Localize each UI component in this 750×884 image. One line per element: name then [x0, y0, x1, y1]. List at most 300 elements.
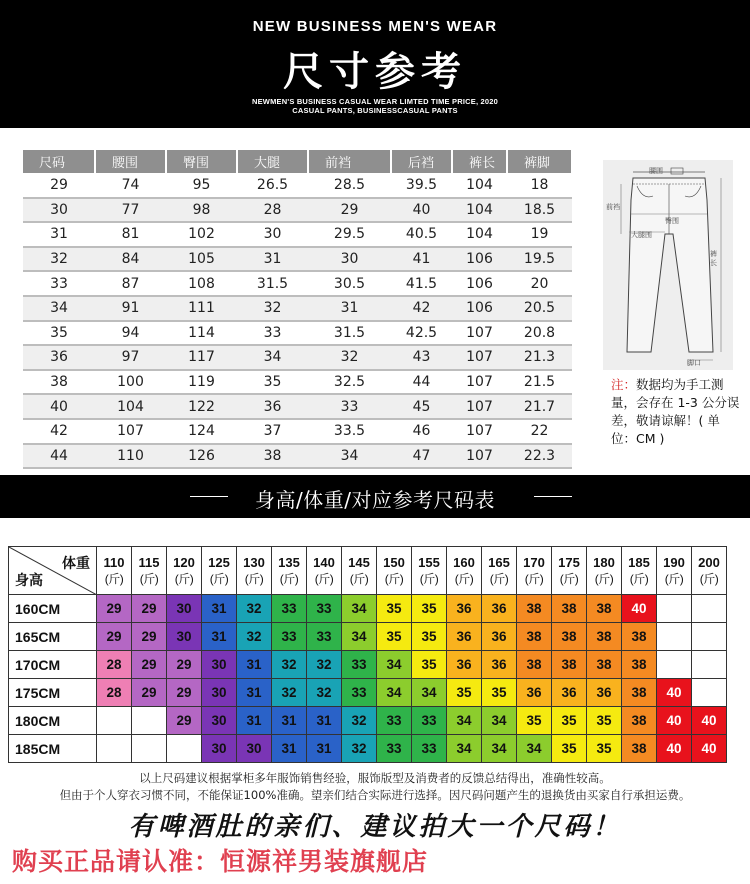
size-cell: 30 [167, 595, 202, 623]
size-cell: 40 [657, 707, 692, 735]
weight-unit: (斤) [629, 571, 649, 586]
table-cell: 36 [237, 394, 308, 419]
weight-header [97, 547, 132, 595]
table-cell: 107 [452, 370, 507, 395]
weight-unit: (斤) [454, 571, 474, 586]
size-cell: 35 [552, 735, 587, 763]
table-row [23, 370, 572, 395]
shop-notice: 购买正品请认准：恒源祥男装旗舰店 [12, 847, 429, 876]
grid-row [9, 679, 727, 707]
weight-unit: (斤) [174, 571, 194, 586]
disclaimer-line-2: 但由于个人穿衣习惯不同，不能保证100%准确。望亲们结合实际进行选择。因尺码问题产生的退换货由买家自行承担运费。 [59, 788, 691, 802]
size-cell: 38 [622, 623, 657, 651]
size-cell [132, 707, 167, 735]
table-cell: 106 [452, 271, 507, 296]
table-cell: 111 [166, 296, 237, 321]
grid-row [9, 651, 727, 679]
pants-measurement-diagram [603, 160, 733, 370]
table-row [23, 247, 572, 272]
table-cell: 107 [95, 419, 166, 444]
size-cell [97, 707, 132, 735]
header-subtitle-2: CASUAL PANTS, BUSINESSCASUAL PANTS [292, 106, 458, 115]
diagram-label-hem: 脚口 [687, 359, 701, 367]
size-cell: 29 [132, 679, 167, 707]
weight-unit: (斤) [699, 571, 719, 586]
size-cell: 29 [97, 595, 132, 623]
size-cell: 31 [237, 679, 272, 707]
weight-value: 110 [103, 554, 125, 570]
table-cell: 104 [452, 222, 507, 247]
table-cell: 97 [95, 345, 166, 370]
header-banner [0, 0, 750, 128]
table-cell: 122 [166, 394, 237, 419]
size-cell: 29 [132, 651, 167, 679]
size-cell [657, 595, 692, 623]
table-cell: 42 [391, 296, 452, 321]
table-cell: 26.5 [237, 173, 308, 198]
table-cell: 21.3 [507, 345, 572, 370]
weight-unit: (斤) [314, 571, 334, 586]
table-cell: 98 [166, 198, 237, 223]
table-cell: 42 [23, 419, 95, 444]
weight-axis-label: 体重 [62, 555, 90, 571]
table-cell: 32 [308, 345, 391, 370]
weight-unit: (斤) [419, 571, 439, 586]
weight-header [657, 547, 692, 595]
size-cell: 33 [342, 651, 377, 679]
size-cell: 40 [622, 595, 657, 623]
weight-value: 180 [593, 554, 615, 570]
table-cell: 126 [166, 444, 237, 469]
table-cell: 104 [452, 198, 507, 223]
table-cell: 81 [95, 222, 166, 247]
weight-header [237, 547, 272, 595]
disclaimer-line-1: 以上尺码建议根据掌柜多年服饰销售经验，服饰版型及消费者的反馈总结得出，准确性较高。 [139, 771, 611, 785]
size-cell: 32 [237, 623, 272, 651]
table-row [23, 321, 572, 346]
size-cell: 40 [657, 735, 692, 763]
table-row [23, 444, 572, 469]
table-cell: 22 [507, 419, 572, 444]
table-cell: 31.5 [237, 271, 308, 296]
table-cell: 84 [95, 247, 166, 272]
table-cell: 47 [391, 444, 452, 469]
table-cell: 31.5 [308, 321, 391, 346]
size-cell [692, 623, 727, 651]
size-cell: 38 [517, 595, 552, 623]
grid-row [9, 735, 727, 763]
size-cell: 33 [307, 595, 342, 623]
column-header: 大腿 [237, 150, 308, 173]
size-cell [657, 651, 692, 679]
column-header: 前裆 [308, 150, 391, 173]
table-cell: 108 [166, 271, 237, 296]
size-cell: 30 [237, 735, 272, 763]
weight-value: 150 [383, 554, 405, 570]
table-cell: 29 [23, 173, 95, 198]
table-cell: 105 [166, 247, 237, 272]
size-cell: 35 [587, 735, 622, 763]
size-cell: 34 [517, 735, 552, 763]
size-cell: 31 [202, 623, 237, 651]
table-cell: 41.5 [391, 271, 452, 296]
table-cell: 104 [95, 394, 166, 419]
size-cell: 30 [202, 651, 237, 679]
table-cell: 31 [308, 296, 391, 321]
table-cell: 33 [23, 271, 95, 296]
size-cell: 31 [237, 707, 272, 735]
table-cell: 107 [452, 345, 507, 370]
size-cell: 30 [202, 735, 237, 763]
diagram-label-length: 裤长 [710, 250, 717, 267]
height-label: 170CM [9, 651, 97, 679]
table-row [23, 271, 572, 296]
size-cell: 40 [692, 735, 727, 763]
size-cell: 38 [587, 623, 622, 651]
table-row [23, 296, 572, 321]
size-cell: 34 [447, 735, 482, 763]
table-cell: 106 [452, 247, 507, 272]
table-cell: 28 [237, 198, 308, 223]
table-cell: 29.5 [308, 222, 391, 247]
size-cell: 36 [552, 679, 587, 707]
size-cell: 29 [132, 595, 167, 623]
table-cell: 20.8 [507, 321, 572, 346]
size-cell: 38 [587, 595, 622, 623]
size-cell: 30 [202, 707, 237, 735]
size-cell: 30 [202, 679, 237, 707]
weight-unit: (斤) [209, 571, 229, 586]
table-cell: 77 [95, 198, 166, 223]
size-cell: 33 [342, 679, 377, 707]
weight-header [587, 547, 622, 595]
diagram-label-waist: 腰围 [649, 167, 663, 175]
table-cell: 117 [166, 345, 237, 370]
size-cell: 36 [587, 679, 622, 707]
height-label: 160CM [9, 595, 97, 623]
size-cell: 40 [657, 679, 692, 707]
size-cell: 38 [622, 735, 657, 763]
size-cell: 35 [377, 623, 412, 651]
size-cell: 31 [237, 651, 272, 679]
weight-unit: (斤) [524, 571, 544, 586]
weight-value: 170 [523, 554, 545, 570]
table-cell: 40 [23, 394, 95, 419]
table-cell: 18.5 [507, 198, 572, 223]
size-cell: 33 [412, 735, 447, 763]
table-cell: 110 [95, 444, 166, 469]
table-cell: 32 [237, 296, 308, 321]
weight-header [552, 547, 587, 595]
size-cell [692, 679, 727, 707]
weight-header [412, 547, 447, 595]
size-cell: 32 [237, 595, 272, 623]
size-cell: 38 [552, 595, 587, 623]
table-cell: 39.5 [391, 173, 452, 198]
table-cell: 19 [507, 222, 572, 247]
table-cell: 102 [166, 222, 237, 247]
table-cell: 33 [237, 321, 308, 346]
size-cell: 38 [587, 651, 622, 679]
table-cell: 40 [391, 198, 452, 223]
table-cell: 46 [391, 419, 452, 444]
table-cell: 29 [308, 198, 391, 223]
height-axis-label: 身高 [15, 572, 43, 588]
size-cell [692, 595, 727, 623]
size-cell: 35 [482, 679, 517, 707]
weight-header [692, 547, 727, 595]
weight-unit: (斤) [279, 571, 299, 586]
weight-value: 140 [313, 554, 335, 570]
table-cell: 20.5 [507, 296, 572, 321]
table-cell: 107 [452, 394, 507, 419]
size-cell: 35 [447, 679, 482, 707]
table-row [23, 198, 572, 223]
size-cell: 33 [307, 623, 342, 651]
size-cell: 35 [587, 707, 622, 735]
size-cell: 36 [447, 623, 482, 651]
size-cell: 33 [272, 595, 307, 623]
section-banner [0, 475, 750, 518]
column-header: 裤长 [452, 150, 507, 173]
size-cell: 32 [272, 679, 307, 707]
weight-value: 155 [418, 554, 440, 570]
table-cell: 18 [507, 173, 572, 198]
grid-row [9, 595, 727, 623]
table-cell: 43 [391, 345, 452, 370]
table-cell: 45 [391, 394, 452, 419]
weight-value: 200 [698, 554, 720, 570]
table-cell: 44 [391, 370, 452, 395]
weight-value: 120 [173, 554, 195, 570]
size-cell: 33 [377, 707, 412, 735]
grid-header-row [9, 547, 727, 595]
table-cell: 19.5 [507, 247, 572, 272]
table-cell: 44 [23, 444, 95, 469]
size-cell: 31 [272, 735, 307, 763]
table-row [23, 345, 572, 370]
size-cell: 36 [482, 651, 517, 679]
table-cell: 94 [95, 321, 166, 346]
weight-header [622, 547, 657, 595]
brand-line: NEW BUSINESS MEN'S WEAR [252, 18, 498, 35]
table-cell: 21.5 [507, 370, 572, 395]
size-cell [132, 735, 167, 763]
size-cell: 33 [377, 735, 412, 763]
weight-unit: (斤) [244, 571, 264, 586]
table-cell: 74 [95, 173, 166, 198]
table-cell: 38 [237, 444, 308, 469]
weight-header [342, 547, 377, 595]
size-cell: 35 [412, 623, 447, 651]
table-row [23, 173, 572, 198]
size-cell: 36 [447, 651, 482, 679]
table-cell: 100 [95, 370, 166, 395]
table-cell: 32.5 [308, 370, 391, 395]
size-cell: 29 [167, 651, 202, 679]
weight-header [307, 547, 342, 595]
table-cell: 33.5 [308, 419, 391, 444]
diagram-label-hip: 臀围 [665, 217, 679, 225]
size-cell: 36 [517, 679, 552, 707]
diagram-label-front-rise: 前裆 [606, 203, 620, 211]
size-cell: 31 [202, 595, 237, 623]
weight-value: 145 [348, 554, 370, 570]
size-cell: 32 [342, 735, 377, 763]
size-cell: 32 [307, 651, 342, 679]
height-label: 185CM [9, 735, 97, 763]
table-cell: 34 [237, 345, 308, 370]
column-header: 臀围 [166, 150, 237, 173]
size-cell: 36 [447, 595, 482, 623]
size-cell: 35 [412, 595, 447, 623]
table-cell: 95 [166, 173, 237, 198]
weight-value: 165 [488, 554, 510, 570]
size-cell: 34 [482, 707, 517, 735]
height-weight-size-grid [8, 546, 727, 763]
size-table-header [23, 150, 572, 173]
size-cell [657, 623, 692, 651]
weight-header [517, 547, 552, 595]
size-cell: 38 [517, 651, 552, 679]
table-cell: 22.3 [507, 444, 572, 469]
table-cell: 41 [391, 247, 452, 272]
weight-value: 160 [453, 554, 475, 570]
size-cell [167, 735, 202, 763]
weight-value: 175 [558, 554, 580, 570]
table-cell: 104 [452, 173, 507, 198]
header-subtitle-1: NEWMEN'S BUSINESS CASUAL WEAR LIMTED TIME PRICE, 2020 [251, 97, 499, 106]
size-table [23, 150, 573, 469]
table-cell: 114 [166, 321, 237, 346]
size-cell: 35 [412, 651, 447, 679]
weight-value: 125 [208, 554, 230, 570]
table-cell: 31 [23, 222, 95, 247]
grid-row [9, 707, 727, 735]
table-cell: 31 [237, 247, 308, 272]
size-cell: 33 [272, 623, 307, 651]
section-title: 身高/体重/对应参考尺码表 [255, 488, 495, 512]
weight-value: 115 [138, 554, 160, 570]
height-label: 175CM [9, 679, 97, 707]
table-cell: 30 [308, 247, 391, 272]
weight-header [482, 547, 517, 595]
table-cell: 20 [507, 271, 572, 296]
weight-unit: (斤) [384, 571, 404, 586]
table-row [23, 394, 572, 419]
size-cell: 31 [307, 735, 342, 763]
size-cell [692, 651, 727, 679]
weight-header [167, 547, 202, 595]
size-cell: 33 [412, 707, 447, 735]
weight-header [377, 547, 412, 595]
weight-unit: (斤) [104, 571, 124, 586]
column-header: 腰围 [95, 150, 166, 173]
table-cell: 35 [23, 321, 95, 346]
size-cell: 38 [552, 651, 587, 679]
weight-value: 135 [278, 554, 300, 570]
weight-header [272, 547, 307, 595]
table-cell: 30 [23, 198, 95, 223]
size-cell: 29 [97, 623, 132, 651]
table-cell: 106 [452, 296, 507, 321]
weight-unit: (斤) [349, 571, 369, 586]
grid-row [9, 623, 727, 651]
table-cell: 34 [23, 296, 95, 321]
size-cell: 34 [412, 679, 447, 707]
table-cell: 107 [452, 321, 507, 346]
table-cell: 30.5 [308, 271, 391, 296]
table-cell: 87 [95, 271, 166, 296]
table-cell: 21.7 [507, 394, 572, 419]
size-cell: 38 [622, 707, 657, 735]
table-cell: 38 [23, 370, 95, 395]
weight-header [202, 547, 237, 595]
weight-value: 130 [243, 554, 265, 570]
size-cell: 35 [552, 707, 587, 735]
height-label: 180CM [9, 707, 97, 735]
size-cell: 34 [342, 595, 377, 623]
size-cell: 38 [552, 623, 587, 651]
weight-unit: (斤) [664, 571, 684, 586]
size-cell: 35 [377, 595, 412, 623]
size-cell: 40 [692, 707, 727, 735]
size-cell: 38 [517, 623, 552, 651]
table-row [23, 222, 572, 247]
size-cell: 28 [97, 651, 132, 679]
size-cell: 29 [167, 679, 202, 707]
grid-corner [9, 547, 97, 595]
table-cell: 124 [166, 419, 237, 444]
table-cell: 40.5 [391, 222, 452, 247]
table-cell: 32 [23, 247, 95, 272]
size-cell: 34 [447, 707, 482, 735]
divider-line-right [534, 496, 572, 497]
size-cell: 36 [482, 623, 517, 651]
note-prefix: 注： [611, 377, 637, 392]
weight-value: 185 [628, 554, 650, 570]
size-cell: 29 [132, 623, 167, 651]
table-cell: 91 [95, 296, 166, 321]
page-title: 尺寸参考 [283, 49, 467, 95]
size-cell [97, 735, 132, 763]
table-cell: 107 [452, 444, 507, 469]
table-cell: 107 [452, 419, 507, 444]
size-cell: 34 [377, 679, 412, 707]
weight-unit: (斤) [139, 571, 159, 586]
size-cell: 35 [517, 707, 552, 735]
size-cell: 38 [622, 679, 657, 707]
column-header: 后裆 [391, 150, 452, 173]
weight-unit: (斤) [594, 571, 614, 586]
size-cell: 28 [97, 679, 132, 707]
diagram-label-thigh: 大腿围 [631, 231, 652, 239]
size-cell: 34 [377, 651, 412, 679]
column-header: 尺码 [23, 150, 95, 173]
slogan: 有啤酒肚的亲们、建议拍大一个尺码！ [128, 812, 622, 842]
table-cell: 36 [23, 345, 95, 370]
size-cell: 36 [482, 595, 517, 623]
table-cell: 28.5 [308, 173, 391, 198]
size-cell: 34 [482, 735, 517, 763]
measurement-note [611, 376, 741, 448]
table-row [23, 419, 572, 444]
size-cell: 32 [307, 679, 342, 707]
weight-value: 190 [663, 554, 685, 570]
size-cell: 38 [622, 651, 657, 679]
weight-header [132, 547, 167, 595]
weight-header [447, 547, 482, 595]
